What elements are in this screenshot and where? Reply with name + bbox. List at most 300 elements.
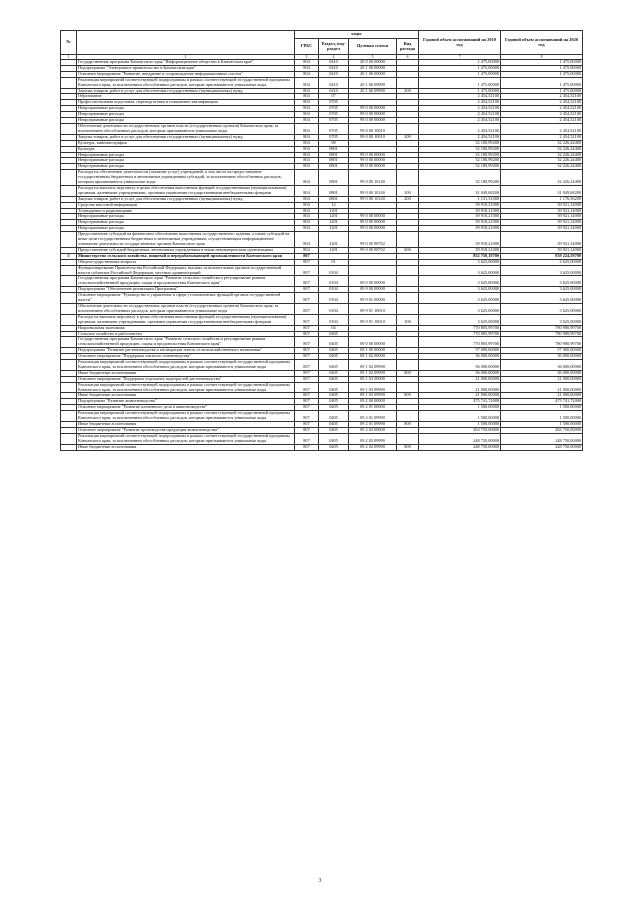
row-sum-2019-cell: 1 475,00000 [419, 77, 501, 88]
row-sum-2020-cell: 3 625,00000 [501, 265, 583, 276]
row-number-cell [61, 185, 77, 196]
row-number-cell [61, 276, 77, 287]
row-sum-2019-cell: 31 049,68200 [419, 185, 501, 196]
row-sum-2020-cell: 2 454,52100 [501, 100, 583, 106]
row-sum-2019-cell: 32 180,99200 [419, 170, 501, 186]
row-razdel-cell: 0410 [319, 88, 349, 94]
row-csr-cell: 09 9 01 00000 [349, 293, 397, 304]
row-sum-2020-cell: 39 921,14000 [501, 220, 583, 226]
row-grbs-cell: 807 [295, 411, 319, 422]
table-row [61, 382, 583, 393]
row-sum-2020-cell: 39 921,14000 [501, 226, 583, 232]
row-grbs-cell: 804 [295, 152, 319, 158]
row-name-cell: Сельское хозяйство и рыболовство [77, 331, 295, 337]
row-csr-cell: 99 0 00 00000 [349, 106, 397, 112]
row-razdel-cell: 0405 [319, 433, 349, 444]
row-sum-2019-cell: 36 000,00000 [419, 360, 501, 371]
row-sum-2020-cell: 248 750,00000 [501, 433, 583, 444]
row-razdel-cell: 0405 [319, 422, 349, 428]
row-razdel-cell: 0104 [319, 287, 349, 293]
table-row [61, 411, 583, 422]
row-sum-2020-cell: 1 475,00000 [501, 60, 583, 66]
row-vr-cell [397, 360, 419, 371]
row-sum-2019-cell: 1 500,00000 [419, 405, 501, 411]
row-name-cell: Расходы на обеспечение деятельности (оказание услуг) учреждений, в том числе на предоставление государственным бюджетным и автономным учреждениям субсидий, за исключением обособленных расходов, которым присваиваются уникальные коды [77, 170, 295, 186]
row-grbs-cell: 807 [295, 276, 319, 287]
budget-table [60, 30, 583, 451]
row-name-cell: Подпрограмма "Развитие растениеводства и мелиорации земель сельскохозяйственного назначения" [77, 348, 295, 354]
row-sum-2020-cell: 32 226,24400 [501, 146, 583, 152]
table-row [61, 433, 583, 444]
row-name-cell: Расходы на выплаты персоналу в целях обеспечения выполнения функций государственными (муниципальными) органами, казенными учреждениями, органами управления государственными внебюджетными фондами [77, 314, 295, 325]
row-sum-2020-cell: 2 454,52100 [501, 134, 583, 140]
row-sum-2019-cell: 770 805,99700 [419, 337, 501, 348]
row-csr-cell: 20 1 06 09990 [349, 77, 397, 88]
row-sum-2020-cell: 263 750,00000 [501, 427, 583, 433]
row-name-cell: Непрограммные расходы [77, 106, 295, 112]
row-csr-cell: 20 0 00 00000 [349, 60, 397, 66]
row-csr-cell: 99 0 00 00000 [349, 118, 397, 124]
row-name-cell: Государственная программа Камчатского края "Развитие сельского хозяйства и регулирование рынков сельскохозяйственной продукции, сырья и продовольствия Камчатского края" [77, 276, 295, 287]
row-sum-2020-cell: 2 454,52100 [501, 118, 583, 124]
index-cell: 4 [319, 55, 349, 60]
row-razdel-cell: 0705 [319, 112, 349, 118]
row-razdel-cell: 0104 [319, 265, 349, 276]
row-grbs-cell: 804 [295, 100, 319, 106]
row-razdel-cell: 1201 [319, 214, 349, 220]
row-sum-2019-cell: 3 625,00000 [419, 314, 501, 325]
row-razdel-cell: 1201 [319, 226, 349, 232]
row-csr-cell: 09 2 00 00000 [349, 399, 397, 405]
row-name-cell: Иные бюджетные ассигнования [77, 393, 295, 399]
row-sum-2019-cell: 36 000,00000 [419, 370, 501, 376]
row-grbs-cell: 807 [295, 303, 319, 314]
row-grbs-cell: 804 [295, 118, 319, 124]
row-grbs-cell: 804 [295, 71, 319, 77]
row-csr-cell: 99 0 00 00000 [349, 152, 397, 158]
row-name-cell: Обеспечение деятельности государственных органов власти (государственных органов) Камчатского края, за исключением обособленных расходов, которым присваиваются уникальные коды [77, 123, 295, 134]
row-csr-cell: 99 0 00 10010 [349, 123, 397, 134]
row-sum-2019-cell: 39 918,21000 [419, 208, 501, 214]
row-number-cell [61, 303, 77, 314]
table-row [61, 123, 583, 134]
row-grbs-cell: 807 [295, 382, 319, 393]
row-csr-cell: 20 1 00 00000 [349, 65, 397, 71]
row-razdel-cell: 0705 [319, 134, 349, 140]
row-sum-2019-cell: 32 180,99200 [419, 152, 501, 158]
row-name-cell: Основное мероприятие "Поддержка элитного семеноводства" [77, 354, 295, 360]
row-sum-2020-cell: 2 454,52100 [501, 123, 583, 134]
row-razdel-cell: 07 [319, 94, 349, 100]
row-name-cell: Реализация мероприятий соответствующей подпрограммы в рамках соответствующей государственной программы Камчатского края, за исключением обособленных расходов, которым присваиваются уникальные коды [77, 382, 295, 393]
row-grbs-cell: 804 [295, 196, 319, 202]
row-grbs-cell: 807 [295, 360, 319, 371]
row-number-cell [61, 360, 77, 371]
row-grbs-cell: 804 [295, 185, 319, 196]
row-number-cell: 5 [61, 253, 77, 259]
row-sum-2020-cell: 1 475,00000 [501, 88, 583, 94]
row-grbs-cell: 807 [295, 325, 319, 331]
row-name-cell: Функционирование Правительства Российской Федерации, высших исполнительных органов государственной власти субъектов Российской Федерации, местных администраций [77, 265, 295, 276]
row-csr-cell: 20 1 06 00000 [349, 71, 397, 77]
row-sum-2020-cell: 2 454,52100 [501, 94, 583, 100]
row-razdel-cell: 01 [319, 259, 349, 265]
table-row [61, 444, 583, 450]
row-number-cell [61, 382, 77, 393]
row-razdel-cell: 0405 [319, 382, 349, 393]
row-name-cell: Предоставление субсидий бюджетным, автономным учреждениям и иным некоммерческим организациям [77, 247, 295, 253]
table-row [61, 314, 583, 325]
row-sum-2020-cell: 3 625,00000 [501, 259, 583, 265]
row-sum-2020-cell: 39 921,14000 [501, 208, 583, 214]
row-vr-cell [397, 411, 419, 422]
row-sum-2019-cell: 852 750,19700 [419, 253, 501, 259]
row-name-cell: Непрограммные расходы [77, 214, 295, 220]
row-grbs-cell: 804 [295, 65, 319, 71]
row-grbs-cell: 807 [295, 354, 319, 360]
row-sum-2020-cell: 1 475,00000 [501, 77, 583, 88]
header-sum-2019: Годовой объем ассигнований на 2019 год [419, 31, 501, 55]
row-razdel-cell: 0801 [319, 170, 349, 186]
row-sum-2019-cell: 39 918,21000 [419, 232, 501, 248]
row-name-cell: Образование [77, 94, 295, 100]
row-csr-cell: 99 0 00 98702 [349, 247, 397, 253]
table-row [61, 265, 583, 276]
row-sum-2020-cell: 32 226,24400 [501, 164, 583, 170]
row-sum-2019-cell: 32 180,99200 [419, 140, 501, 146]
row-sum-2020-cell: 32 226,24400 [501, 140, 583, 146]
row-sum-2020-cell: 248 750,00000 [501, 444, 583, 450]
row-sum-2019-cell: 1 475,00000 [419, 88, 501, 94]
row-vr-cell: 800 [397, 444, 419, 450]
row-vr-cell [397, 123, 419, 134]
header-csr: Целевая статья [349, 39, 397, 55]
row-name-cell: Основное мероприятие "Развитие племенного дела в животноводстве" [77, 405, 295, 411]
row-grbs-cell: 804 [295, 88, 319, 94]
row-sum-2019-cell: 1 475,00000 [419, 60, 501, 66]
row-csr-cell: 99 0 00 00000 [349, 226, 397, 232]
row-vr-cell: 200 [397, 196, 419, 202]
row-sum-2019-cell: 1 475,00000 [419, 71, 501, 77]
row-csr-cell: 09 0 00 00000 [349, 276, 397, 287]
row-grbs-cell: 807 [295, 370, 319, 376]
page-number: 3 [318, 878, 322, 884]
row-vr-cell: 800 [397, 422, 419, 428]
row-grbs-cell: 804 [295, 170, 319, 186]
budget-table-sheet [60, 30, 582, 451]
row-number-cell [61, 265, 77, 276]
row-razdel-cell: 0705 [319, 106, 349, 112]
row-name-cell: Предоставление субсидий на финансовое обеспечение выполнения государственного задания, а также субсидий на иные цели государственным бюджетным и автономным учреждениям, осуществляющим информационное освещение деятельности государственных органов Камчатского края [77, 232, 295, 248]
row-grbs-cell: 807 [295, 293, 319, 304]
row-razdel-cell: 0410 [319, 60, 349, 66]
row-razdel-cell: 0405 [319, 444, 349, 450]
row-name-cell: Расходы на выплаты персоналу в целях обеспечения выполнения функций государственными (муниципальными) органами, казенными учреждениями, органами управления государственными внебюджетными фондами [77, 185, 295, 196]
row-sum-2019-cell: 39 918,21000 [419, 226, 501, 232]
table-row [61, 293, 583, 304]
row-sum-2020-cell: 780 980,99700 [501, 331, 583, 337]
row-grbs-cell: 804 [295, 202, 319, 208]
row-sum-2019-cell: 32 180,99200 [419, 158, 501, 164]
row-sum-2019-cell: 3 625,00000 [419, 303, 501, 314]
row-grbs-cell: 807 [295, 444, 319, 450]
row-vr-cell [397, 337, 419, 348]
row-name-cell: Основное мероприятие "Руководство и управление в сфере установленных функций органов государственной власти" [77, 293, 295, 304]
row-grbs-cell: 807 [295, 348, 319, 354]
row-sum-2019-cell: 21 000,00000 [419, 376, 501, 382]
row-sum-2019-cell: 2 454,52100 [419, 106, 501, 112]
row-sum-2019-cell: 475 741,72000 [419, 399, 501, 405]
row-sum-2019-cell: 32 180,99200 [419, 164, 501, 170]
row-sum-2020-cell: 3 625,00000 [501, 314, 583, 325]
row-sum-2019-cell: 39 918,21000 [419, 220, 501, 226]
row-razdel-cell: 0405 [319, 399, 349, 405]
row-sum-2020-cell: 39 921,14000 [501, 247, 583, 253]
row-csr-cell: 99 0 00 00000 [349, 220, 397, 226]
row-name-cell: Общегосударственные вопросы [77, 259, 295, 265]
row-razdel-cell: 0801 [319, 164, 349, 170]
row-razdel-cell: 0410 [319, 65, 349, 71]
row-razdel-cell: 1201 [319, 220, 349, 226]
row-name-cell: Непрограммные расходы [77, 164, 295, 170]
row-sum-2020-cell: 3 625,00000 [501, 287, 583, 293]
row-vr-cell: 600 [397, 247, 419, 253]
row-sum-2019-cell: 1 500,00000 [419, 411, 501, 422]
row-sum-2020-cell: 1 500,00000 [501, 411, 583, 422]
row-name-cell: Непрограммные расходы [77, 152, 295, 158]
row-grbs-cell: 807 [295, 253, 319, 259]
table-row [61, 232, 583, 248]
row-name-cell: Подпрограмма "Развитие животноводства" [77, 399, 295, 405]
row-sum-2020-cell: 1 475,00000 [501, 65, 583, 71]
row-name-cell: Реализация мероприятий соответствующей подпрограммы в рамках соответствующей государственной программы Камчатского края, за исключением обособленных расходов, которым присваиваются уникальные коды [77, 77, 295, 88]
header-name [77, 31, 295, 55]
row-sum-2020-cell: 39 921,14000 [501, 232, 583, 248]
index-cell: 2 [77, 55, 295, 60]
row-name-cell: Государственная программа Камчатского края "Развитие сельского хозяйства и регулирование рынков сельскохозяйственной продукции, сырья и продовольствия Камчатского края" [77, 337, 295, 348]
table-row [61, 185, 583, 196]
row-sum-2020-cell: 780 980,99700 [501, 325, 583, 331]
row-sum-2020-cell: 21 000,00000 [501, 382, 583, 393]
header-vr: Вид расхода [397, 39, 419, 55]
row-csr-cell: 09 1 03 09990 [349, 393, 397, 399]
row-csr-cell: 99 0 00 10140 [349, 196, 397, 202]
row-name-cell: Телевидение и радиовещание [77, 208, 295, 214]
row-grbs-cell: 807 [295, 314, 319, 325]
row-csr-cell: 99 0 00 10140 [349, 185, 397, 196]
row-sum-2020-cell: 1 500,00000 [501, 405, 583, 411]
row-name-cell: Основное мероприятие "Развитие производства продукции животноводства" [77, 427, 295, 433]
row-vr-cell: 100 [397, 314, 419, 325]
row-grbs-cell: 804 [295, 94, 319, 100]
row-number-cell [61, 293, 77, 304]
row-name-cell: Непрограммные расходы [77, 226, 295, 232]
row-grbs-cell: 807 [295, 393, 319, 399]
row-sum-2019-cell: 248 750,00000 [419, 444, 501, 450]
row-razdel-cell: 0405 [319, 354, 349, 360]
row-sum-2020-cell: 39 921,14000 [501, 202, 583, 208]
row-grbs-cell: 807 [295, 287, 319, 293]
row-grbs-cell: 804 [295, 134, 319, 140]
row-grbs-cell: 804 [295, 214, 319, 220]
row-sum-2020-cell: 21 000,00000 [501, 376, 583, 382]
row-razdel-cell: 0405 [319, 348, 349, 354]
row-name-cell: Основное мероприятие "Развитие, внедрение и сопровождение информационных систем" [77, 71, 295, 77]
row-sum-2020-cell: 21 000,00000 [501, 393, 583, 399]
row-csr-cell: 09 2 02 09990 [349, 444, 397, 450]
row-sum-2020-cell: 1 176,56200 [501, 196, 583, 202]
row-razdel-cell: 0410 [319, 77, 349, 88]
row-vr-cell [397, 170, 419, 186]
row-csr-cell: 09 1 02 00000 [349, 354, 397, 360]
row-csr-cell: 99 0 00 00000 [349, 112, 397, 118]
row-vr-cell [397, 382, 419, 393]
row-vr-cell [397, 303, 419, 314]
row-grbs-cell: 807 [295, 331, 319, 337]
row-sum-2019-cell: 2 454,52100 [419, 134, 501, 140]
row-name-cell: Государственная программа Камчатского края "Информационное общество в Камчатском крае" [77, 60, 295, 66]
row-name-cell: Непрограммные расходы [77, 158, 295, 164]
row-sum-2019-cell: 2 454,52100 [419, 118, 501, 124]
row-name-cell: Реализация мероприятий соответствующей подпрограммы в рамках соответствующей государственной программы Камчатского края, за исключением обособленных расходов, которым присваиваются уникальные коды [77, 411, 295, 422]
row-name-cell: Министерство сельского хозяйства, пищевой и перерабатывающей промышленности Камчатского края [77, 253, 295, 259]
row-sum-2019-cell: 1 500,00000 [419, 422, 501, 428]
row-grbs-cell: 804 [295, 60, 319, 66]
table-row [61, 170, 583, 186]
row-csr-cell: 09 1 03 00000 [349, 376, 397, 382]
row-razdel-cell: 1201 [319, 247, 349, 253]
row-grbs-cell: 807 [295, 337, 319, 348]
row-razdel-cell: 0705 [319, 118, 349, 124]
index-cell: 5 [349, 55, 397, 60]
row-name-cell: Культура, кинематография [77, 140, 295, 146]
row-csr-cell: 09 9 01 10010 [349, 303, 397, 314]
row-sum-2020-cell: 3 625,00000 [501, 276, 583, 287]
row-razdel-cell: 0405 [319, 427, 349, 433]
row-vr-cell: 200 [397, 88, 419, 94]
row-grbs-cell: 804 [295, 208, 319, 214]
row-grbs-cell: 807 [295, 259, 319, 265]
row-name-cell: Обеспечение деятельности государственных органов власти (государственных органов) Камчатского края, за исключением обособленных расходов, которым присваиваются уникальные коды [77, 303, 295, 314]
row-sum-2019-cell: 770 805,99700 [419, 325, 501, 331]
table-row [61, 77, 583, 88]
row-grbs-cell: 807 [295, 405, 319, 411]
row-vr-cell: 100 [397, 185, 419, 196]
row-sum-2019-cell: 770 805,99700 [419, 331, 501, 337]
row-csr-cell: 09 2 01 00000 [349, 405, 397, 411]
row-sum-2020-cell: 1 475,00000 [501, 71, 583, 77]
row-name-cell: Закупка товаров, работ и услуг для обеспечения государственных (муниципальных) нужд [77, 88, 295, 94]
header-razdel: Раздел, под-раздел [319, 39, 349, 55]
index-cell: 1 [61, 55, 77, 60]
row-sum-2019-cell: 1 131,31000 [419, 196, 501, 202]
row-csr-cell: 09 1 02 09990 [349, 360, 397, 371]
row-csr-cell: 09 0 00 00000 [349, 337, 397, 348]
row-sum-2019-cell: 1 475,00000 [419, 65, 501, 71]
row-csr-cell: 99 0 00 10010 [349, 134, 397, 140]
row-number-cell [61, 232, 77, 248]
row-sum-2019-cell: 248 750,00000 [419, 433, 501, 444]
row-grbs-cell: 804 [295, 158, 319, 164]
row-grbs-cell: 807 [295, 427, 319, 433]
header-grbs: ГРБС [295, 39, 319, 55]
row-grbs-cell: 807 [295, 433, 319, 444]
row-sum-2019-cell: 21 000,00000 [419, 393, 501, 399]
row-sum-2020-cell: 36 000,00000 [501, 354, 583, 360]
row-csr-cell: 09 9 00 00000 [349, 287, 397, 293]
row-grbs-cell: 804 [295, 123, 319, 134]
row-sum-2019-cell: 3 625,00000 [419, 293, 501, 304]
row-razdel-cell: 0705 [319, 100, 349, 106]
row-csr-cell: 99 0 00 10140 [349, 170, 397, 186]
row-razdel-cell: 08 [319, 140, 349, 146]
row-razdel-cell: 0405 [319, 376, 349, 382]
row-sum-2020-cell: 32 226,24400 [501, 152, 583, 158]
row-name-cell: Средства массовой информации [77, 202, 295, 208]
row-razdel-cell: 0801 [319, 185, 349, 196]
row-razdel-cell: 0405 [319, 411, 349, 422]
row-grbs-cell: 804 [295, 77, 319, 88]
row-razdel-cell: 0405 [319, 337, 349, 348]
row-razdel-cell: 0405 [319, 393, 349, 399]
row-razdel-cell: 0104 [319, 303, 349, 314]
row-sum-2019-cell: 39 918,21000 [419, 247, 501, 253]
row-csr-cell: 09 2 01 09990 [349, 422, 397, 428]
row-number-cell [61, 433, 77, 444]
row-name-cell: Иные бюджетные ассигнования [77, 444, 295, 450]
row-name-cell: Подпрограмма "Обеспечение реализации Программы" [77, 287, 295, 293]
row-grbs-cell: 807 [295, 399, 319, 405]
row-csr-cell: 99 0 00 00000 [349, 158, 397, 164]
row-sum-2020-cell: 32 226,24400 [501, 170, 583, 186]
index-cell: 7 [419, 55, 501, 60]
row-name-cell: Иные бюджетные ассигнования [77, 422, 295, 428]
row-sum-2019-cell: 3 625,00000 [419, 276, 501, 287]
row-razdel-cell: 0705 [319, 123, 349, 134]
index-cell: 3 [295, 55, 319, 60]
row-grbs-cell: 804 [295, 146, 319, 152]
row-grbs-cell: 807 [295, 265, 319, 276]
row-razdel-cell: 0405 [319, 360, 349, 371]
row-sum-2020-cell: 31 049,68200 [501, 185, 583, 196]
row-vr-cell [397, 265, 419, 276]
row-number-cell [61, 170, 77, 186]
row-vr-cell [397, 433, 419, 444]
row-csr-cell: 99 0 00 00000 [349, 214, 397, 220]
row-vr-cell [397, 293, 419, 304]
row-name-cell: Непрограммные расходы [77, 118, 295, 124]
row-name-cell: Подпрограмма "Электронное правительство в Камчатском крае" [77, 65, 295, 71]
row-sum-2020-cell: 39 921,14000 [501, 214, 583, 220]
row-grbs-cell: 804 [295, 106, 319, 112]
row-number-cell [61, 444, 77, 450]
row-sum-2020-cell: 32 226,24400 [501, 158, 583, 164]
row-sum-2019-cell: 3 625,00000 [419, 265, 501, 276]
row-razdel-cell: 1201 [319, 208, 349, 214]
row-sum-2019-cell: 2 454,52100 [419, 94, 501, 100]
row-number-cell [61, 411, 77, 422]
row-razdel-cell: 0801 [319, 152, 349, 158]
row-razdel-cell: 0405 [319, 405, 349, 411]
row-sum-2020-cell: 839 224,59700 [501, 253, 583, 259]
row-sum-2020-cell: 2 454,52100 [501, 112, 583, 118]
row-csr-cell: 20 1 06 09990 [349, 88, 397, 94]
row-name-cell: Иные бюджетные ассигнования [77, 370, 295, 376]
row-razdel-cell: 0801 [319, 158, 349, 164]
row-grbs-cell: 804 [295, 164, 319, 170]
row-vr-cell [397, 232, 419, 248]
row-number-cell [61, 123, 77, 134]
